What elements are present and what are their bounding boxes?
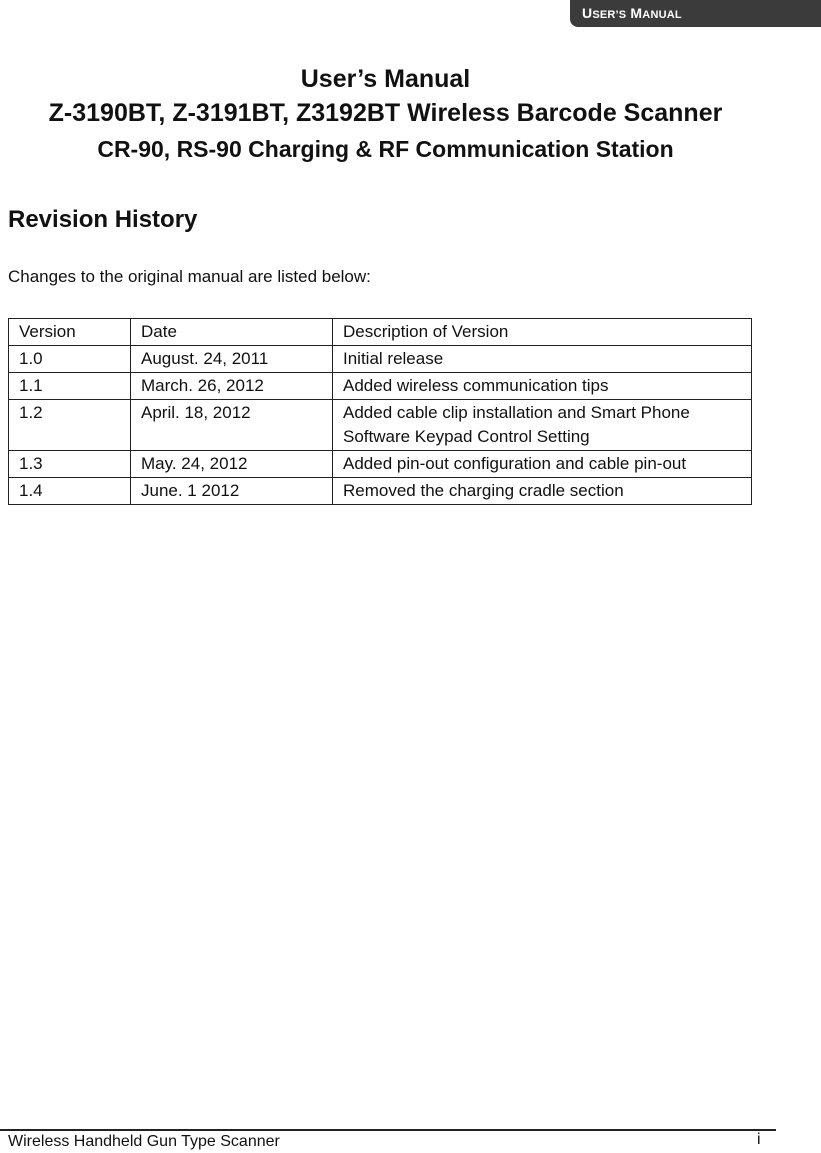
version-cell: 1.0 bbox=[9, 346, 131, 373]
description-cell: Added pin-out configuration and cable pin-out bbox=[333, 451, 752, 478]
column-header-version: Version bbox=[9, 319, 131, 346]
date-cell: April. 18, 2012 bbox=[131, 400, 333, 451]
description-line-1: Added cable clip installation and Smart Phone bbox=[343, 403, 690, 422]
description-cell: Removed the charging cradle section bbox=[333, 478, 752, 505]
table-row bbox=[9, 400, 752, 451]
header-tab-manual-initial: M bbox=[630, 5, 643, 21]
table-row bbox=[9, 373, 752, 400]
version-cell: 1.2 bbox=[9, 400, 131, 451]
title-block bbox=[0, 62, 771, 168]
version-cell: 1.3 bbox=[9, 451, 131, 478]
description-cell bbox=[333, 400, 752, 451]
header-tab bbox=[570, 0, 821, 27]
table-header-row bbox=[9, 319, 752, 346]
description-line-2: Software Keypad Control Setting bbox=[343, 427, 590, 446]
column-header-description: Description of Version bbox=[333, 319, 752, 346]
description-cell: Added wireless communication tips bbox=[333, 373, 752, 400]
date-cell: August. 24, 2011 bbox=[131, 346, 333, 373]
station-title: CR-90, RS-90 Charging & RF Communication Station bbox=[97, 136, 674, 162]
version-cell: 1.4 bbox=[9, 478, 131, 505]
version-cell: 1.1 bbox=[9, 373, 131, 400]
header-tab-user-rest: SER’S bbox=[592, 9, 627, 21]
table-row bbox=[9, 346, 752, 373]
table-row bbox=[9, 451, 752, 478]
footer-divider bbox=[0, 1129, 776, 1131]
product-title: Z-3190BT, Z-3191BT, Z3192BT Wireless Barcode Scanner bbox=[48, 99, 723, 127]
date-cell: March. 26, 2012 bbox=[131, 373, 333, 400]
footer-product-name: Wireless Handheld Gun Type Scanner bbox=[8, 1133, 280, 1150]
description-cell: Initial release bbox=[333, 346, 752, 373]
header-tab-manual-rest: ANUAL bbox=[642, 9, 682, 21]
column-header-date: Date bbox=[131, 319, 333, 346]
revision-history-heading: Revision History bbox=[8, 206, 198, 233]
date-cell: May. 24, 2012 bbox=[131, 451, 333, 478]
header-tab-user-initial: U bbox=[582, 5, 593, 21]
revision-intro-text: Changes to the original manual are listed below: bbox=[8, 267, 371, 286]
document-title: User’s Manual bbox=[300, 65, 471, 93]
date-cell: June. 1 2012 bbox=[131, 478, 333, 505]
revision-table bbox=[8, 318, 752, 505]
table-row bbox=[9, 478, 752, 505]
page-number: i bbox=[757, 1131, 761, 1148]
